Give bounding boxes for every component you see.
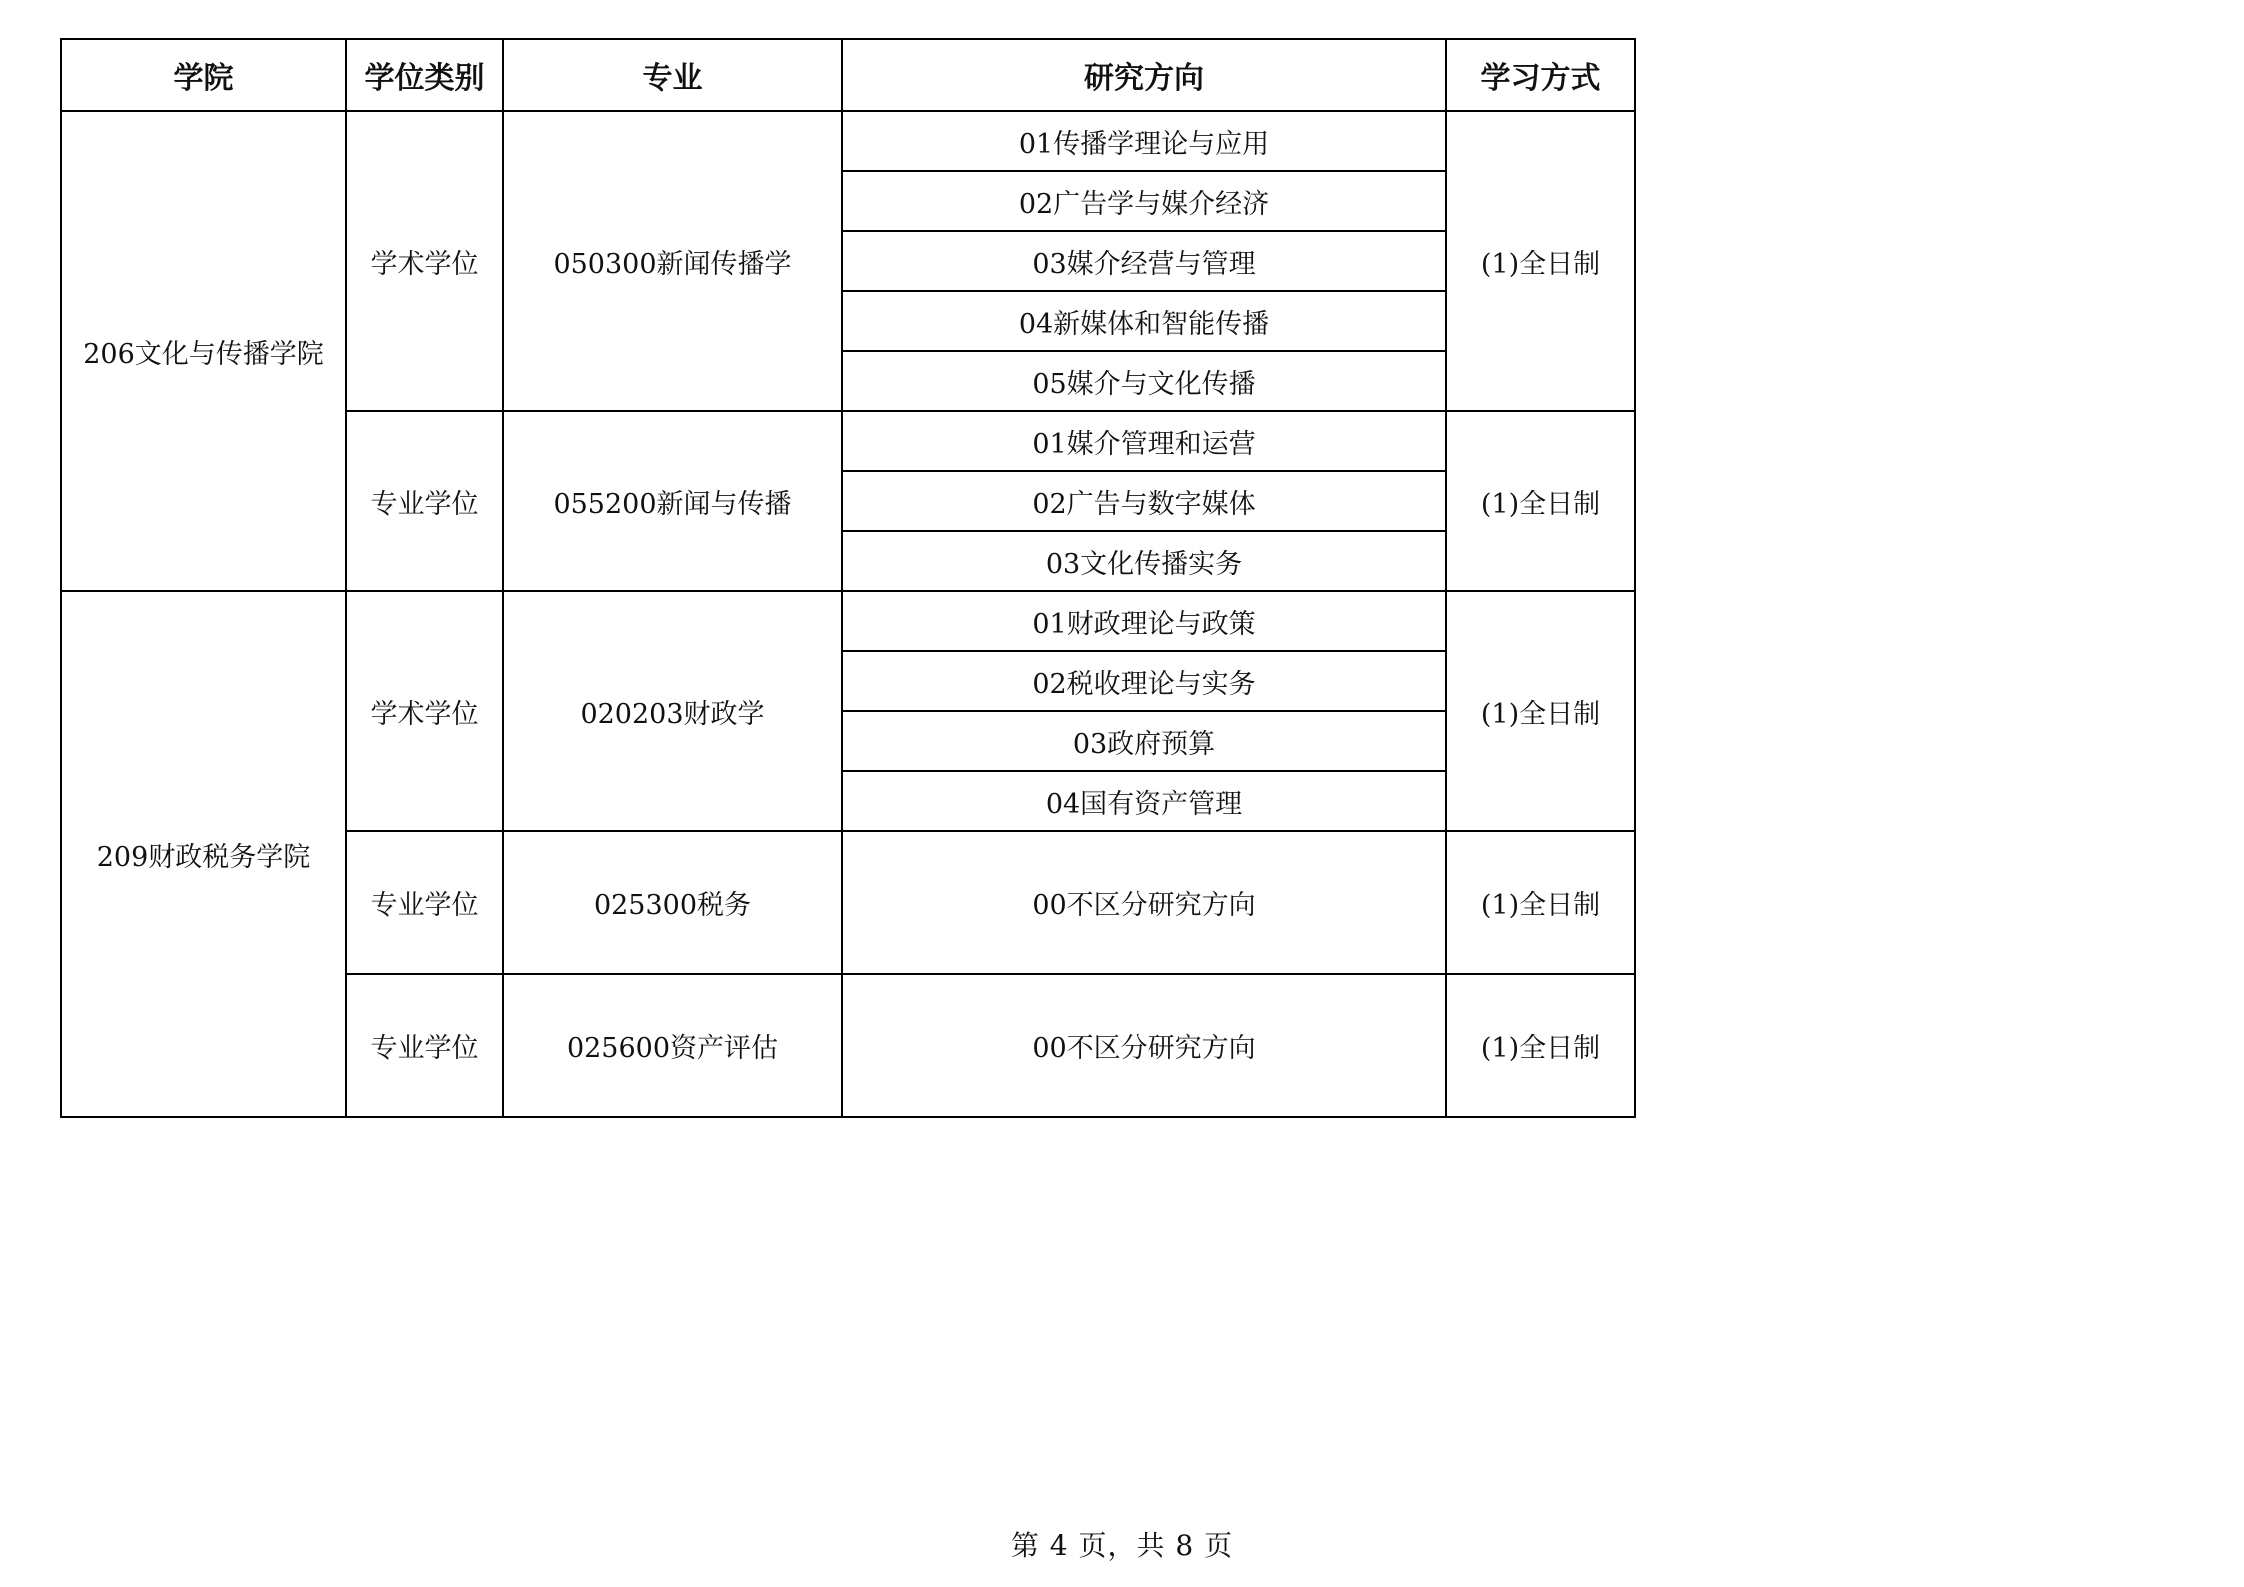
major-cell: 055200新闻与传播: [503, 411, 842, 591]
major-cell: 025300税务: [503, 831, 842, 974]
major-cell: 020203财政学: [503, 591, 842, 831]
header-direction: 研究方向: [842, 39, 1446, 111]
header-row: [61, 39, 1635, 111]
header-degree-type: 学位类别: [346, 39, 503, 111]
major-cell: 025600资产评估: [503, 974, 842, 1117]
table-row: [61, 111, 1635, 171]
degree-type-cell: 专业学位: [346, 974, 503, 1117]
major-cell: 050300新闻传播学: [503, 111, 842, 411]
direction-cell: 04新媒体和智能传播: [842, 291, 1446, 351]
direction-cell: 03文化传播实务: [842, 531, 1446, 591]
direction-cell: 05媒介与文化传播: [842, 351, 1446, 411]
header-college: 学院: [61, 39, 346, 111]
direction-cell: 00不区分研究方向: [842, 974, 1446, 1117]
direction-cell: 03媒介经营与管理: [842, 231, 1446, 291]
direction-cell: 01媒介管理和运营: [842, 411, 1446, 471]
program-table: [60, 38, 1636, 1118]
direction-cell: 02税收理论与实务: [842, 651, 1446, 711]
header-major: 专业: [503, 39, 842, 111]
page-number-footer: 第 4 页，共 8 页: [1010, 1529, 1234, 1562]
table-row: [61, 591, 1635, 651]
direction-cell: 02广告学与媒介经济: [842, 171, 1446, 231]
direction-cell: 02广告与数字媒体: [842, 471, 1446, 531]
college-cell: 206文化与传播学院: [61, 111, 346, 591]
header-study-mode: 学习方式: [1446, 39, 1635, 111]
degree-type-cell: 学术学位: [346, 591, 503, 831]
study-mode-cell: (1)全日制: [1446, 974, 1635, 1117]
direction-cell: 01财政理论与政策: [842, 591, 1446, 651]
study-mode-cell: (1)全日制: [1446, 411, 1635, 591]
college-cell: 209财政税务学院: [61, 591, 346, 1117]
direction-cell: 03政府预算: [842, 711, 1446, 771]
degree-type-cell: 专业学位: [346, 831, 503, 974]
degree-type-cell: 专业学位: [346, 411, 503, 591]
direction-cell: 01传播学理论与应用: [842, 111, 1446, 171]
study-mode-cell: (1)全日制: [1446, 831, 1635, 974]
study-mode-cell: (1)全日制: [1446, 591, 1635, 831]
study-mode-cell: (1)全日制: [1446, 111, 1635, 411]
direction-cell: 00不区分研究方向: [842, 831, 1446, 974]
degree-type-cell: 学术学位: [346, 111, 503, 411]
direction-cell: 04国有资产管理: [842, 771, 1446, 831]
